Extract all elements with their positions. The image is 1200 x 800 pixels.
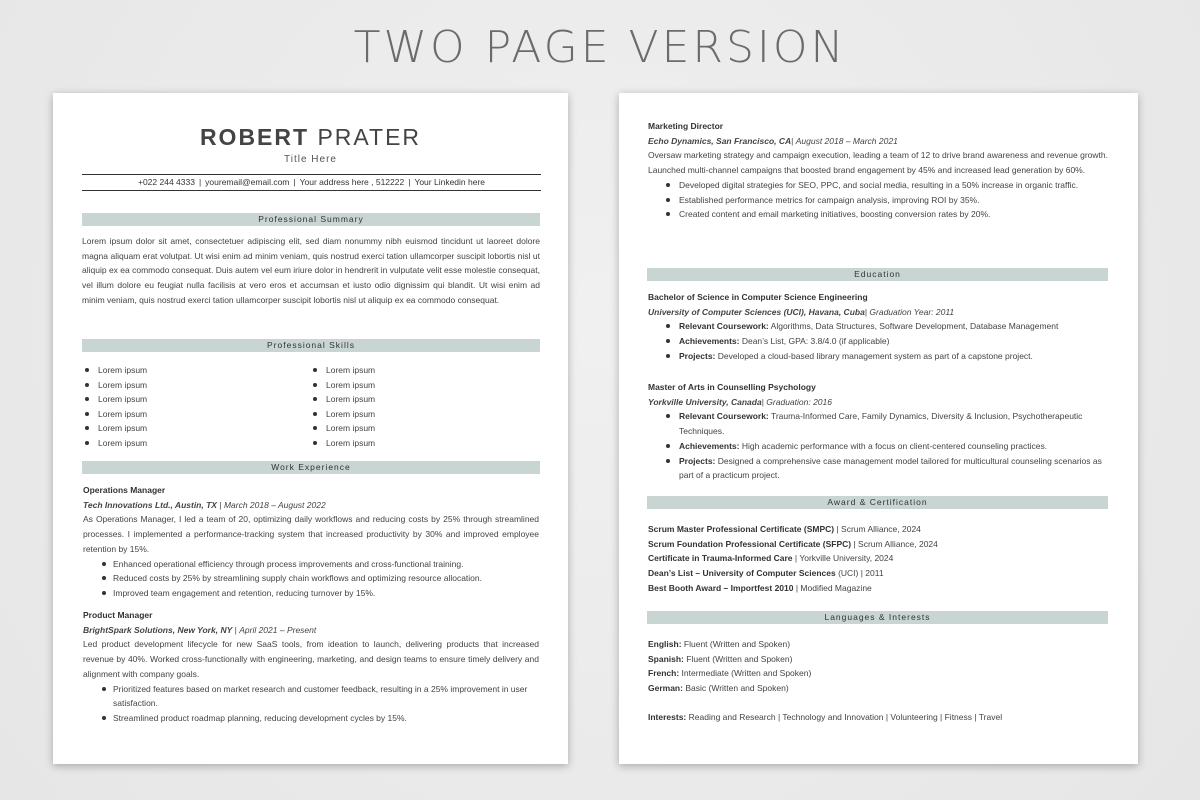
list-item: Projects: Designed a comprehensive case management model tailored for multicultural counseling scenarios as part of a practicum project. — [648, 454, 1108, 483]
list-item: Lorem ipsum — [82, 378, 282, 393]
section-header-awards: Award & Certification — [647, 496, 1108, 509]
list-item: Reduced costs by 25% by streamlining supply chain workflows and optimizing resource allocation. — [83, 571, 539, 586]
school-name: University of Computer Sciences (UCI), Havana, Cuba — [648, 306, 865, 317]
list-item: Relevant Coursework: Trauma-Informed Care, Family Dynamics, Diversity & Inclusion, Psychotherapeutic Techniques. — [648, 409, 1108, 438]
job-dates: April 2021 – Present — [239, 624, 317, 635]
bullet-icon — [85, 397, 89, 401]
bullet-icon — [102, 576, 106, 580]
job-marketing-director — [648, 119, 1108, 222]
job-title: Marketing Director — [648, 121, 724, 131]
job-company-line — [83, 623, 539, 638]
degree-title: Master of Arts in Counselling Psychology — [648, 382, 816, 392]
list-item: Lorem ipsum — [310, 378, 510, 393]
list-item: Lorem ipsum — [310, 407, 510, 422]
languages-list — [648, 637, 1108, 696]
job-description: As Operations Manager, I led a team of 20, optimizing daily workflows and reducing costs by 25% through streamlined processes. I implemented a performance-tracking system that increased productivity by 30% and improved employee retention by 15%. — [83, 514, 539, 554]
list-item: Improved team engagement and retention, reducing turnover by 15%. — [83, 586, 539, 601]
list-item: Lorem ipsum — [82, 421, 282, 436]
section-header-skills: Professional Skills — [82, 339, 540, 352]
section-header-work: Work Experience — [82, 461, 540, 474]
list-item: Established performance metrics for campaign analysis, improving ROI by 35%. — [648, 193, 1108, 208]
bullet-icon — [666, 324, 670, 328]
interests-text: Reading and Research | Technology and Innovation | Volunteering | Fitness | Travel — [688, 712, 1003, 722]
graduation-date: Graduation Year: 2011 — [869, 306, 955, 317]
list-item: Lorem ipsum — [82, 407, 282, 422]
bullet-icon — [666, 414, 670, 418]
bullet-icon — [102, 687, 106, 691]
bullet-icon — [313, 368, 317, 372]
list-item: Projects: Developed a cloud-based library management system as part of a capstone project. — [648, 349, 1108, 364]
list-item: German: Basic (Written and Spoken) — [648, 683, 789, 694]
job-description: Led product development lifecycle for new SaaS tools, from ideation to launch, delivering products that increased revenue by 40%. Worked cross-functionally with engineering, marketing, and design teams to ensure timely delivery and alignment with company goals. — [83, 639, 539, 679]
list-item: Lorem ipsum — [310, 421, 510, 436]
job-product-manager — [83, 608, 539, 726]
bullet-icon — [313, 441, 317, 445]
list-item: Best Booth Award – Importfest 2010 | Modified Magazine — [648, 582, 872, 593]
list-item: French: Intermediate (Written and Spoken) — [648, 668, 812, 679]
list-item: Scrum Master Professional Certificate (SMPC) | Scrum Alliance, 2024 — [648, 524, 921, 534]
contact-linkedin: Your Linkedin here — [414, 177, 486, 187]
bullet-icon — [666, 183, 670, 187]
bullet-icon — [666, 444, 670, 448]
resume-name — [53, 124, 568, 151]
date-separator: | — [761, 396, 764, 407]
last-name: PRATER — [317, 124, 422, 150]
job-dates: March 2018 – August 2022 — [223, 499, 326, 510]
list-item: Scrum Foundation Professional Certificate (SFPC) | Scrum Alliance, 2024 — [648, 538, 938, 549]
date-separator: | — [864, 306, 868, 317]
date-separator: | — [234, 624, 237, 635]
bullet-icon — [666, 354, 670, 358]
job-dates: August 2018 – March 2021 — [795, 135, 898, 146]
date-separator: | — [791, 135, 794, 146]
list-item: Prioritized features based on market research and customer feedback, resulting in a 25% improvement in user satisfaction. — [83, 682, 539, 711]
bullet-icon — [85, 368, 89, 372]
bullet-icon — [313, 412, 317, 416]
contact-line — [82, 174, 541, 191]
list-item: Relevant Coursework: Algorithms, Data Structures, Software Development, Database Management — [648, 319, 1108, 334]
contact-separator: | — [293, 177, 296, 187]
list-item: Lorem ipsum — [310, 436, 510, 451]
education-master — [648, 380, 1108, 483]
bullet-icon — [313, 397, 317, 401]
section-header-summary: Professional Summary — [82, 213, 540, 226]
bullet-icon — [666, 339, 670, 343]
graduation-date: Graduation: 2016 — [766, 396, 832, 407]
contact-address: Your address here , 512222 — [299, 177, 405, 187]
job-company: BrightSpark Solutions, New York, NY — [83, 624, 233, 635]
bullet-icon — [102, 591, 106, 595]
resume-page-2 — [619, 93, 1138, 764]
list-item: English: Fluent (Written and Spoken) — [648, 639, 791, 649]
job-company: Tech Innovations Ltd., Austin, TX — [83, 499, 217, 510]
bullet-icon — [313, 383, 317, 387]
list-item: Lorem ipsum — [82, 363, 282, 378]
list-item: Certificate in Trauma-Informed Care | Yorkville University, 2024 — [648, 553, 894, 564]
job-company-line — [83, 498, 539, 513]
job-title-line: Title Here — [284, 154, 337, 165]
list-item: Lorem ipsum — [82, 392, 282, 407]
job-company-line — [648, 134, 1108, 149]
first-name: ROBERT — [199, 124, 310, 150]
list-item: Spanish: Fluent (Written and Spoken) — [648, 653, 793, 664]
job-description: Oversaw marketing strategy and campaign execution, leading a team of 12 to drive brand awareness and revenue growth. Launched multi-channel campaigns that boosted brand engagement by 45% and increased lead generation by 60%. — [648, 150, 1108, 176]
school-line — [648, 305, 1108, 320]
list-item: Achievements: Dean’s List, GPA: 3.8/4.0 (if applicable) — [648, 334, 1108, 349]
list-item: Created content and email marketing initiatives, boosting conversion rates by 20%. — [648, 207, 1108, 222]
contact-phone: +022 244 4333 — [137, 177, 195, 187]
resume-page-1 — [53, 93, 568, 764]
skills-list-left — [82, 363, 282, 451]
contact-separator: | — [408, 177, 411, 187]
list-item: Lorem ipsum — [82, 436, 282, 451]
list-item: Lorem ipsum — [310, 392, 510, 407]
list-item: Streamlined product roadmap planning, reducing development cycles by 15%. — [83, 711, 539, 726]
bullet-icon — [666, 198, 670, 202]
contact-email: youremail@email.com — [205, 177, 290, 187]
list-item: Lorem ipsum — [310, 363, 510, 378]
job-company: Echo Dynamics, San Francisco, CA — [648, 135, 792, 146]
list-item: Enhanced operational efficiency through process improvements and cross-functional training. — [83, 557, 539, 572]
job-title: Product Manager — [83, 610, 153, 620]
list-item: Achievements: High academic performance with a focus on client-centered counseling practices. — [648, 439, 1108, 454]
headline: TWO PAGE VERSION — [353, 22, 847, 73]
bullet-icon — [85, 383, 89, 387]
degree-title: Bachelor of Science in Computer Science Engineering — [648, 292, 868, 302]
bullet-icon — [313, 426, 317, 430]
bullet-icon — [102, 562, 106, 566]
bullet-icon — [85, 412, 89, 416]
contact-separator: | — [198, 177, 202, 187]
education-bachelor — [648, 290, 1108, 364]
bullet-icon — [102, 716, 106, 720]
job-operations-manager — [83, 483, 539, 601]
summary-text: Lorem ipsum dolor sit amet, consectetuer adipiscing elit, sed diam nonummy nibh euismod tincidunt ut laoreet dolore magna aliquam erat volutpat. Ut wisi enim ad minim veniam, quis nostrud exerci tation ullamcorper suscipit lobortis nisl ut aliquip ex ea commodo consequat. Duis autem vel eum iriure dolor in hendrerit in vulputate velit esse molestie consequat, vel illum dolore eu feugiat nulla facilisis at vero eros et accumsan et iusto odio dignissim qui blandit. Ut wisi enim ad minim veniam, quis nostrud exerci tation ullamcorper suscipit lobortis nisl ut aliquip ex ea commodo consequat. — [82, 236, 540, 305]
job-title: Operations Manager — [83, 485, 166, 495]
bullet-icon — [85, 426, 89, 430]
date-separator: | — [219, 499, 222, 510]
bullet-icon — [666, 459, 670, 463]
skills-list-right — [310, 363, 510, 451]
section-header-education: Education — [647, 268, 1108, 281]
awards-list — [648, 522, 1108, 596]
list-item: Dean’s List – University of Computer Sciences (UCI) | 2011 — [648, 568, 884, 579]
school-name: Yorkville University, Canada — [648, 396, 762, 407]
section-header-languages: Languages & Interests — [647, 611, 1108, 624]
interests-line — [648, 710, 1108, 725]
bullet-icon — [85, 441, 89, 445]
interests-label: Interests: — [648, 712, 687, 722]
list-item: Developed digital strategies for SEO, PPC, and social media, resulting in a 50% increase in organic traffic. — [648, 178, 1108, 193]
bullet-icon — [666, 212, 670, 216]
school-line — [648, 395, 1108, 410]
